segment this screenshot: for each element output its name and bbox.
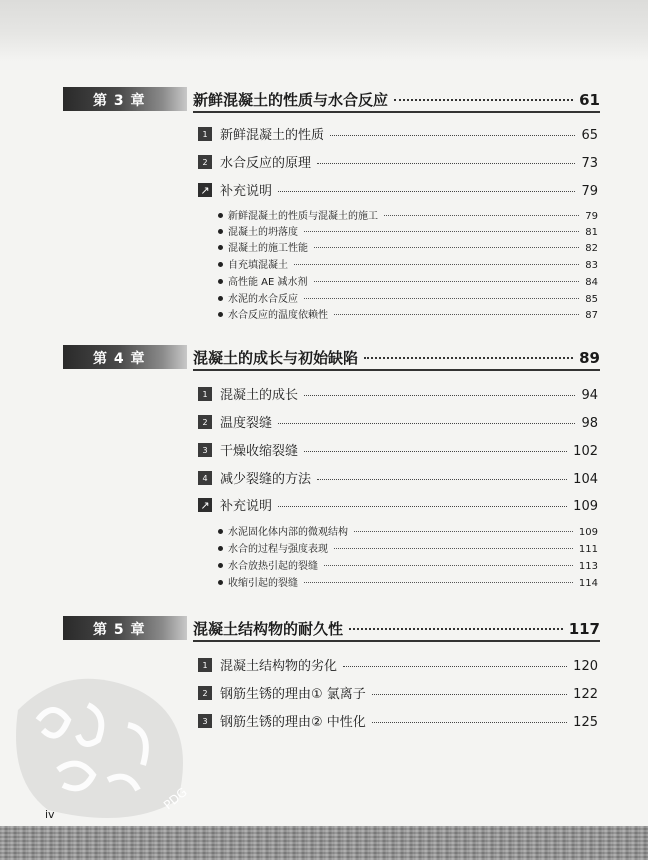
leader-dots [364, 357, 573, 359]
section-page: 125 [573, 715, 598, 730]
chapter-4-header[interactable] [63, 345, 600, 369]
leader-dots [304, 395, 575, 396]
toc-section[interactable] [198, 124, 598, 144]
chapter-page: 61 [579, 91, 600, 109]
leader-dots [304, 298, 579, 299]
toc-section[interactable] [198, 468, 598, 488]
chapter-tab-label: 第 5 章 [93, 622, 146, 638]
section-title: 混凝土结构物的劣化 [220, 659, 338, 674]
seal-graphic [8, 650, 208, 830]
leader-dots [304, 582, 573, 583]
bottom-scan-band [0, 826, 648, 860]
toc-subitem[interactable] [218, 540, 598, 556]
toc-section[interactable] [198, 711, 598, 731]
section-title: 干燥收缩裂缝 [220, 444, 299, 459]
arrow-icon: ↗ [198, 183, 212, 197]
bullet-icon [218, 563, 223, 568]
subitem-page: 84 [585, 277, 598, 288]
leader-dots [372, 722, 567, 723]
section-number-badge: 1 [198, 127, 212, 141]
chapter-title: 混凝土的成长与初始缺陷 [193, 349, 359, 367]
section-title: 减少裂缝的方法 [220, 472, 312, 487]
chapter-page: 117 [568, 620, 600, 638]
chapter-tab [63, 345, 187, 369]
section-title: 水合反应的原理 [220, 156, 312, 171]
subitem-title: 水合的过程与强度表现 [228, 544, 328, 555]
bullet-icon [218, 580, 223, 585]
chapter-tab [63, 616, 187, 640]
toc-subitem[interactable] [218, 574, 598, 590]
leader-dots [278, 506, 567, 507]
section-page: 109 [573, 499, 598, 514]
subitem-title: 自充填混凝土 [228, 260, 288, 271]
section-title: 补充说明 [220, 184, 273, 199]
toc-section[interactable] [198, 384, 598, 404]
toc-subitem[interactable] [218, 207, 598, 223]
chapter-rule [193, 369, 600, 371]
subitem-page: 109 [578, 527, 598, 538]
bullet-icon [218, 229, 223, 234]
section-title: 钢筋生锈的理由① 氯离子 [220, 687, 366, 702]
section-title: 补充说明 [220, 499, 273, 514]
subitem-page: 111 [578, 544, 598, 555]
leader-dots [354, 531, 573, 532]
subitem-title: 混凝土的坍落度 [228, 227, 298, 238]
watermark-seal [8, 650, 208, 830]
section-page: 104 [573, 472, 598, 487]
toc-subitem[interactable] [218, 306, 598, 322]
toc-subitem[interactable] [218, 290, 598, 306]
chapter-tab-label: 第 4 章 [93, 351, 146, 367]
watermark-text: PDG [160, 785, 190, 813]
page-number: iv [45, 808, 55, 821]
bullet-icon [218, 296, 223, 301]
leader-dots [317, 479, 567, 480]
bullet-icon [218, 546, 223, 551]
section-number-badge: 2 [198, 686, 212, 700]
toc-section[interactable] [198, 152, 598, 172]
chapter-page: 89 [579, 349, 600, 367]
subitem-title: 水泥的水合反应 [228, 294, 298, 305]
section-title: 钢筋生锈的理由② 中性化 [220, 715, 366, 730]
subitem-page: 85 [585, 294, 598, 305]
subitem-title: 水合放热引起的裂缝 [228, 561, 318, 572]
toc-section[interactable] [198, 440, 598, 460]
section-title: 新鲜混凝土的性质 [220, 128, 325, 143]
subitem-title: 混凝土的施工性能 [228, 243, 308, 254]
leader-dots [314, 281, 580, 282]
section-page: 79 [581, 184, 598, 199]
leader-dots [314, 247, 579, 248]
section-number-badge: 1 [198, 658, 212, 672]
leader-dots [304, 231, 579, 232]
toc-section[interactable] [198, 495, 598, 515]
subitem-title: 高性能 AE 减水剂 [228, 277, 308, 288]
subitem-page: 82 [585, 243, 598, 254]
section-page: 94 [581, 388, 598, 403]
subitem-page: 81 [585, 227, 598, 238]
bullet-icon [218, 245, 223, 250]
subitem-page: 87 [585, 310, 598, 321]
leader-dots [278, 191, 575, 192]
chapter-title: 混凝土结构物的耐久性 [193, 620, 344, 638]
chapter-rule [193, 111, 600, 113]
section-page: 120 [573, 659, 598, 674]
subitem-page: 79 [585, 211, 598, 222]
section-number-badge: 4 [198, 471, 212, 485]
section-number-badge: 3 [198, 714, 212, 728]
section-number-badge: 3 [198, 443, 212, 457]
toc-subitem[interactable] [218, 223, 598, 239]
leader-dots [372, 694, 567, 695]
toc-subitem[interactable] [218, 256, 598, 272]
toc-section[interactable] [198, 683, 598, 703]
leader-dots [324, 565, 573, 566]
arrow-icon: ↗ [198, 498, 212, 512]
subitem-page: 113 [578, 561, 598, 572]
chapter-title: 新鲜混凝土的性质与水合反应 [193, 91, 389, 109]
leader-dots [330, 135, 575, 136]
leader-dots [278, 423, 575, 424]
toc-subitem[interactable] [218, 273, 598, 289]
subitem-page: 114 [578, 578, 598, 589]
toc-subitem[interactable] [218, 239, 598, 255]
toc-subitem[interactable] [218, 557, 598, 573]
leader-dots [304, 451, 567, 452]
section-number-badge: 2 [198, 155, 212, 169]
section-page: 73 [581, 156, 598, 171]
leader-dots [349, 628, 563, 630]
bullet-icon [218, 312, 223, 317]
toc-section[interactable] [198, 412, 598, 432]
top-scan-band [0, 0, 648, 62]
section-page: 122 [573, 687, 598, 702]
leader-dots [384, 215, 579, 216]
section-number-badge: 2 [198, 415, 212, 429]
leader-dots [394, 99, 573, 101]
bullet-icon [218, 213, 223, 218]
section-page: 65 [581, 128, 598, 143]
leader-dots [317, 163, 575, 164]
subitem-title: 水泥固化体内部的微观结构 [228, 527, 348, 538]
toc-section[interactable] [198, 180, 598, 200]
section-title: 温度裂缝 [220, 416, 273, 431]
subitem-title: 收缩引起的裂缝 [228, 578, 298, 589]
chapter-rule [193, 640, 600, 642]
subitem-title: 水合反应的温度依赖性 [228, 310, 328, 321]
leader-dots [343, 666, 567, 667]
section-number-badge: 1 [198, 387, 212, 401]
section-page: 98 [581, 416, 598, 431]
leader-dots [334, 548, 573, 549]
subitem-title: 新鲜混凝土的性质与混凝土的施工 [228, 211, 378, 222]
section-title: 混凝土的成长 [220, 388, 299, 403]
bullet-icon [218, 279, 223, 284]
chapter-3-header[interactable] [63, 87, 600, 111]
chapter-tab [63, 87, 187, 111]
chapter-5-header[interactable] [63, 616, 600, 640]
subitem-page: 83 [585, 260, 598, 271]
section-page: 102 [573, 444, 598, 459]
leader-dots [294, 264, 579, 265]
toc-section[interactable] [198, 655, 598, 675]
leader-dots [334, 314, 579, 315]
toc-subitem[interactable] [218, 523, 598, 539]
chapter-tab-label: 第 3 章 [93, 93, 146, 109]
bullet-icon [218, 262, 223, 267]
bullet-icon [218, 529, 223, 534]
